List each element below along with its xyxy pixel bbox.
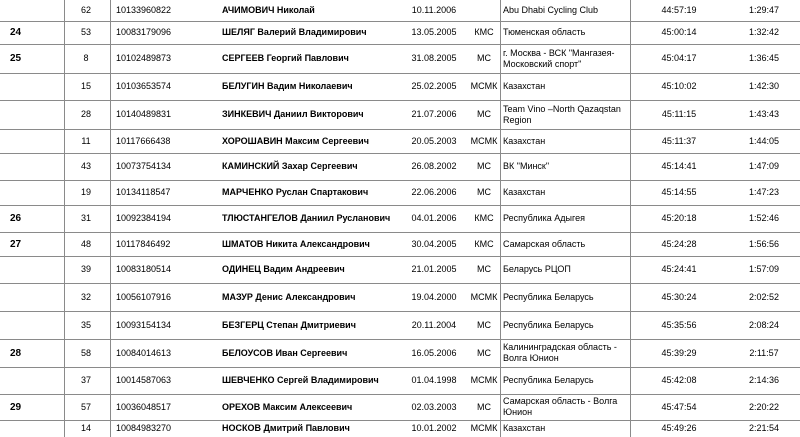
- table-row: [0, 21, 800, 44]
- cell-place: 27: [10, 238, 22, 250]
- cell-place: 28: [10, 347, 22, 359]
- cell-cat: КМС: [474, 238, 494, 249]
- cell-team: Республика Беларусь: [503, 375, 594, 385]
- cell-dob: 20.05.2003: [411, 135, 457, 146]
- cell-dob: 01.04.1998: [411, 375, 457, 385]
- cell-gap: 1:57:09: [748, 264, 780, 274]
- cell-num: 37: [80, 375, 91, 385]
- table-row: [0, 311, 800, 339]
- cell-cat: КМС: [474, 27, 494, 37]
- cell-cat: МСМК: [470, 375, 498, 385]
- cell-gap: 2:08:24: [748, 319, 780, 330]
- table-row: [0, 100, 800, 129]
- cell-gap: 1:52:46: [748, 213, 780, 223]
- cell-time: 44:57:19: [661, 5, 697, 15]
- cell-dob: 20.11.2004: [411, 319, 457, 330]
- cell-num: 35: [80, 319, 91, 330]
- cell-num: 8: [83, 53, 89, 63]
- cell-num: 53: [80, 27, 91, 37]
- cell-team: Самарская область: [503, 238, 586, 249]
- cell-team: Казахстан: [503, 423, 546, 433]
- cell-place: [0, 256, 74, 283]
- cell-num: 28: [80, 109, 91, 119]
- cell-time: 45:49:26: [661, 423, 697, 433]
- cell-team: Казахстан: [503, 187, 546, 197]
- cell-time: 45:42:08: [661, 375, 697, 385]
- table-row: [0, 129, 800, 153]
- cell-dob: 26.08.2002: [411, 161, 457, 171]
- cell-name: ОДИНЕЦ Вадим Андреевич: [222, 264, 345, 274]
- cell-team: Беларусь РЦОП: [503, 264, 571, 274]
- cell-dob: 30.04.2005: [411, 238, 457, 249]
- cell-place: 25: [10, 53, 22, 64]
- cell-time: 45:11:15: [661, 109, 697, 119]
- row-divider: [0, 73, 800, 74]
- cell-dob: 31.08.2005: [411, 53, 457, 63]
- cell-name: ШМАТОВ Никита Александрович: [222, 238, 370, 249]
- cell-place: [0, 0, 74, 21]
- row-divider: [0, 311, 800, 312]
- cell-name: ШЕВЧЕНКО Сергей Владимирович: [222, 375, 379, 385]
- cell-name: МАРЧЕНКО Руслан Спартакович: [222, 187, 369, 197]
- cell-name: НОСКОВ Дмитрий Павлович: [222, 423, 350, 433]
- table-row: [0, 0, 800, 21]
- cell-place: [0, 420, 74, 437]
- cell-num: 57: [80, 401, 91, 412]
- cell-cat: МСМК: [470, 423, 498, 433]
- cell-name: МАЗУР Денис Александрович: [222, 291, 356, 302]
- cell-gap: 2:21:54: [748, 423, 780, 433]
- cell-team: г. Москва - ВСК "Мангазея-Московский спорт": [503, 47, 615, 69]
- cell-name: СЕРГЕЕВ Георгий Павлович: [222, 53, 349, 63]
- cell-team: ВК "Минск": [503, 161, 550, 171]
- cell-gap: 1:47:09: [748, 161, 780, 171]
- column-divider: [630, 0, 631, 437]
- cell-name: БЕЛОУСОВ Иван Сергеевич: [222, 347, 348, 358]
- cell-cat: МС: [477, 347, 491, 358]
- cell-gap: 2:02:52: [748, 291, 780, 302]
- cell-num: 14: [80, 423, 91, 433]
- row-divider: [0, 21, 800, 22]
- row-divider: [0, 256, 800, 257]
- cell-dob: 13.05.2005: [411, 27, 457, 37]
- cell-team: Казахстан: [503, 135, 546, 146]
- cell-gap: 1:42:30: [748, 81, 780, 91]
- cell-num: 58: [80, 347, 91, 358]
- cell-uci: 10056107916: [116, 291, 172, 302]
- cell-dob: 04.01.2006: [411, 213, 457, 223]
- cell-cat: МС: [477, 53, 491, 63]
- cell-name: БЕЗГЕРЦ Степан Дмитриевич: [222, 319, 356, 330]
- cell-dob: 16.05.2006: [411, 347, 457, 358]
- cell-dob: 19.04.2000: [411, 291, 457, 302]
- table-row: [0, 394, 800, 420]
- cell-num: 39: [80, 264, 91, 274]
- cell-gap: 1:36:45: [748, 53, 780, 63]
- cell-place: [0, 129, 74, 153]
- cell-gap: 1:32:42: [748, 27, 780, 37]
- cell-place: [0, 180, 74, 205]
- cell-gap: 1:47:23: [748, 187, 780, 197]
- cell-place: 29: [10, 401, 22, 413]
- cell-uci: 10133960822: [116, 5, 172, 15]
- row-divider: [0, 394, 800, 395]
- table-row: [0, 153, 800, 180]
- cell-time: 45:00:14: [661, 27, 697, 37]
- row-divider: [0, 232, 800, 233]
- cell-cat: МСМК: [470, 291, 498, 302]
- cell-num: 15: [80, 81, 91, 91]
- cell-name: ТЛЮСТАНГЕЛОВ Даниил Русланович: [222, 213, 391, 223]
- table-row: [0, 339, 800, 367]
- cell-cat: МС: [477, 109, 491, 119]
- cell-cat: МСМК: [470, 135, 498, 146]
- row-divider: [0, 100, 800, 101]
- cell-dob: 21.01.2005: [411, 264, 457, 274]
- cell-cat: МС: [477, 264, 491, 274]
- cell-num: 48: [80, 238, 91, 249]
- cell-num: 19: [80, 187, 91, 197]
- cell-name: ОРЕХОВ Максим Алексеевич: [222, 401, 353, 412]
- row-divider: [0, 205, 800, 206]
- table-row: [0, 73, 800, 100]
- row-divider: [0, 367, 800, 368]
- cell-num: 31: [80, 213, 91, 223]
- table-row: [0, 180, 800, 205]
- cell-place: [0, 367, 74, 394]
- table-row: [0, 283, 800, 311]
- cell-dob: 25.02.2005: [411, 81, 457, 91]
- row-divider: [0, 420, 800, 421]
- cell-gap: 2:14:36: [748, 375, 780, 385]
- cell-gap: 1:56:56: [748, 238, 780, 249]
- cell-name: ШЕЛЯГ Валерий Владимирович: [222, 27, 367, 37]
- cell-place: 26: [10, 213, 22, 224]
- cell-uci: 10134118547: [116, 187, 171, 197]
- cell-cat: КМС: [474, 213, 494, 223]
- cell-uci: 10117666438: [116, 135, 171, 146]
- cell-name: АЧИМОВИЧ Николай: [222, 5, 315, 15]
- table-row: [0, 256, 800, 283]
- cell-cat: МСМК: [470, 81, 498, 91]
- cell-time: 45:39:29: [661, 347, 697, 358]
- column-divider: [110, 0, 111, 437]
- cell-team: Казахстан: [503, 81, 546, 91]
- cell-dob: 10.01.2002: [411, 423, 457, 433]
- cell-team: Республика Адыгея: [503, 213, 585, 223]
- cell-time: 45:24:28: [661, 238, 697, 249]
- cell-cat: МС: [477, 187, 491, 197]
- cell-uci: 10036048517: [116, 401, 172, 412]
- cell-dob: 02.03.2003: [411, 401, 457, 412]
- column-divider: [64, 0, 65, 437]
- cell-team: Тюменская область: [503, 27, 586, 37]
- row-divider: [0, 180, 800, 181]
- cell-uci: 10140489831: [116, 109, 172, 119]
- cell-time: 45:47:54: [661, 401, 697, 412]
- cell-name: ХОРОШАВИН Максим Сергеевич: [222, 135, 369, 146]
- cell-time: 45:30:24: [661, 291, 697, 302]
- cell-team: Калининградская область - Волга Юнион: [503, 342, 617, 363]
- cell-uci: 10014587063: [116, 375, 172, 385]
- table-row: [0, 232, 800, 256]
- cell-place: [0, 311, 74, 339]
- cell-uci: 10083180514: [116, 264, 172, 274]
- column-divider: [500, 0, 501, 437]
- cell-gap: 2:11:57: [749, 347, 779, 358]
- cell-num: 43: [80, 161, 91, 171]
- row-divider: [0, 153, 800, 154]
- row-divider: [0, 129, 800, 130]
- cell-team: Abu Dhabi Cycling Club: [503, 5, 599, 15]
- cell-cat: МС: [477, 161, 491, 171]
- table-row: [0, 420, 800, 437]
- cell-time: 45:14:41: [661, 161, 697, 171]
- row-divider: [0, 44, 800, 45]
- cell-place: [0, 153, 74, 180]
- cell-gap: 1:44:05: [748, 135, 780, 146]
- cell-dob: 21.07.2006: [411, 109, 457, 119]
- cell-time: 45:10:02: [661, 81, 697, 91]
- row-divider: [0, 339, 800, 340]
- cell-time: 45:04:17: [661, 53, 697, 63]
- cell-uci: 10084014613: [116, 347, 172, 358]
- cell-dob: 10.11.2006: [411, 5, 457, 15]
- cell-num: 11: [81, 135, 91, 146]
- cell-cat: МС: [477, 401, 491, 412]
- cell-time: 45:11:37: [661, 135, 697, 146]
- cell-team: Самарская область - Волга Юнион: [503, 396, 618, 417]
- cell-place: 24: [10, 27, 22, 38]
- cell-place: [0, 73, 74, 100]
- cell-gap: 1:43:43: [748, 109, 780, 119]
- table-row: [0, 205, 800, 232]
- cell-team: Республика Беларусь: [503, 319, 594, 330]
- cell-uci: 10102489873: [116, 53, 172, 63]
- cell-time: 45:35:56: [661, 319, 697, 330]
- cell-uci: 10103653574: [116, 81, 172, 91]
- cell-uci: 10117846492: [116, 238, 171, 249]
- cell-time: 45:14:55: [661, 187, 697, 197]
- cell-name: КАМИНСКИЙ Захар Сергеевич: [222, 161, 358, 171]
- cell-time: 45:24:41: [661, 264, 697, 274]
- cell-cat: МС: [477, 319, 491, 330]
- cell-cat: [468, 0, 500, 21]
- table-row: [0, 44, 800, 73]
- row-divider: [0, 283, 800, 284]
- cell-time: 45:20:18: [661, 213, 697, 223]
- cell-uci: 10092384194: [116, 213, 172, 223]
- cell-team: Team Vino –North Qazaqstan Region: [503, 103, 621, 125]
- cell-num: 62: [80, 5, 91, 15]
- cell-name: БЕЛУГИН Вадим Николаевич: [222, 81, 353, 91]
- cell-name: ЗИНКЕВИЧ Даниил Викторович: [222, 109, 364, 119]
- cell-gap: 2:20:22: [748, 401, 780, 412]
- cell-uci: 10084983270: [116, 423, 172, 433]
- cell-num: 32: [80, 291, 91, 302]
- cell-dob: 22.06.2006: [411, 187, 457, 197]
- cell-uci: 10093154134: [116, 319, 172, 330]
- table-row: [0, 367, 800, 394]
- cell-uci: 10073754134: [116, 161, 172, 171]
- cell-place: [0, 283, 74, 311]
- cell-uci: 10083179096: [116, 27, 172, 37]
- cell-gap: 1:29:47: [748, 5, 780, 15]
- cell-team: Республика Беларусь: [503, 291, 594, 302]
- cell-place: [0, 100, 74, 129]
